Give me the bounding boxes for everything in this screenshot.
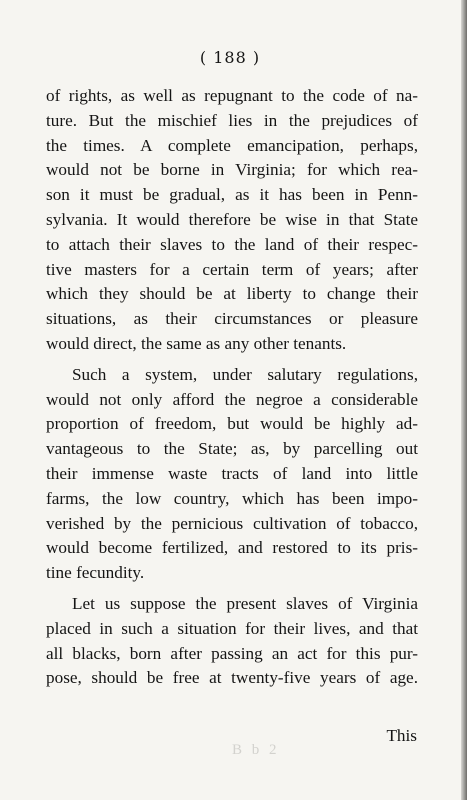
text-line: which they should be at liberty to change their (46, 284, 418, 304)
text-line: Let us suppose the present slaves of Virginia (72, 593, 418, 613)
text-line: sylvania. It would therefore be wise in that State (46, 209, 418, 229)
text-line: tive masters for a certain term of years; after (46, 259, 418, 279)
paragraph-2 (46, 363, 418, 586)
text-line: of rights, as well as repugnant to the code of na- (46, 86, 418, 105)
body-text (46, 84, 418, 691)
text-line: would become fertilized, and restored to its pris- (46, 538, 418, 558)
text-line: would not only afford the negroe a considerable (46, 389, 418, 409)
signature-mark: B b 2 (232, 742, 280, 758)
text-line: Such a system, under salutary regulations, (72, 364, 418, 384)
text-line: placed in such a situation for their lives, and that (46, 618, 418, 638)
text-line: ture. But the mischief lies in the prejudices of (46, 110, 418, 130)
paragraph-1 (46, 84, 418, 357)
text-line: to attach their slaves to the land of their respec- (46, 234, 418, 254)
text-line: situations, as their circumstances or pleasure (46, 309, 418, 329)
text-line: son it must be gradual, as it has been in Penn- (46, 185, 418, 205)
text-line: farms, the low country, which has been impo- (46, 488, 418, 508)
text-line: verished by the pernicious cultivation of tobacco, (46, 513, 418, 533)
text-line: proportion of freedom, but would be highly ad- (46, 414, 418, 434)
paragraph-3 (46, 592, 418, 691)
page-number: ( 188 ) (199, 48, 261, 67)
text-line: vantageous to the State; as, by parcelling out (46, 439, 418, 459)
text-line: the times. A complete emancipation, perhaps, (46, 135, 418, 155)
text-line: all blacks, born after passing an act for this pur- (46, 643, 418, 663)
text-line: would not be borne in Virginia; for which rea- (46, 160, 418, 180)
text-line: tine fecundity. (46, 563, 145, 583)
text-line: would direct, the same as any other tenants. (46, 333, 347, 353)
text-line: pose, should be free at twenty-five years of age. (46, 668, 418, 688)
text-line: their immense waste tracts of land into little (46, 463, 418, 483)
catchword: This (386, 726, 417, 745)
page-edge-shadow (461, 0, 467, 800)
